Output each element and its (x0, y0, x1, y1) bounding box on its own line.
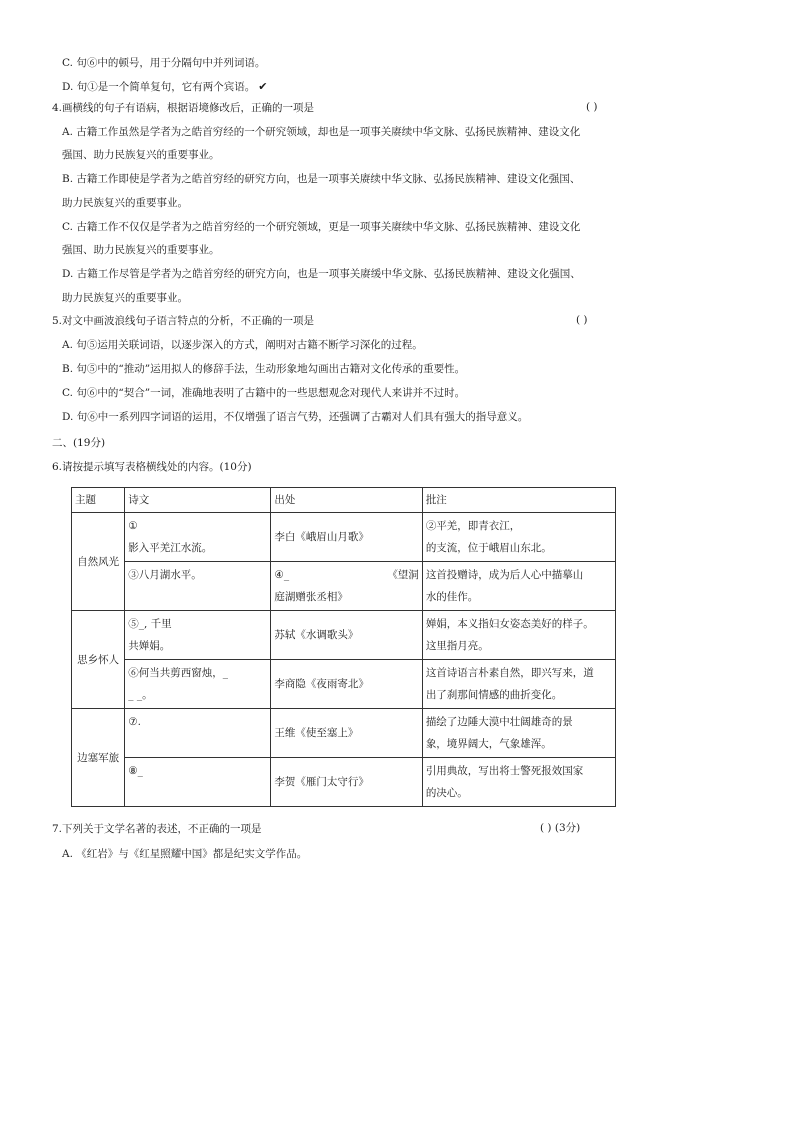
source-cell: 王维《使至塞上》 (271, 709, 422, 758)
poem-cell (125, 660, 271, 709)
table-row (72, 660, 616, 709)
question-7-stem: 7.下列关于文学名著的表述，不正确的一项是 (52, 823, 262, 835)
poem-line: ⑧_ (128, 765, 143, 777)
poem-line: ⑤_, 千里 (128, 618, 172, 630)
theme-cell: 边塞军旅 (72, 709, 125, 807)
source-cell (271, 562, 422, 611)
q5-option-d: D. 句⑥中一系列四字词语的运用，不仅增强了语言气势，还强调了古霸对人们具有强大的指导意义。 (62, 411, 529, 423)
q4-option-a-line2: 强国、助力民族复兴的重要事业。 (62, 149, 220, 161)
note-line: 象，境界阔大，气象雄浑。 (425, 738, 552, 750)
note-line: 的支流，位于峨眉山东北。 (425, 542, 552, 554)
poem-cell (125, 562, 271, 611)
note-line: 这里指月亮。 (425, 640, 489, 652)
note-cell (422, 709, 615, 758)
poem-line: ⑦. (128, 716, 142, 728)
q4-option-a-line1: A. 古籍工作虽然是学者为之皓首穷经的一个研究领域，却也是一项事关赓续中华文脉、弘扬民族精神、建设文化 (62, 126, 581, 138)
note-line: 描绘了边陲大漠中壮阔雄奇的景 (425, 716, 573, 728)
note-cell (422, 758, 615, 807)
q5-option-a: A. 句⑤运用关联词语，以逐步深入的方式，阐明对古籍不断学习深化的过程。 (62, 339, 423, 351)
table-row (72, 562, 616, 611)
q3-option-c: C. 句⑥中的顿号，用于分隔句中并列词语。 (62, 57, 266, 69)
q4-option-d-line1: D. 古籍工作尽管是学者为之皓首穷经的研究方向，也是一项事关赓缓中华文脉、弘扬民族精神、建设文化强国、 (62, 268, 581, 280)
table-row (72, 758, 616, 807)
note-cell (422, 562, 615, 611)
note-line: 出了刹那间情感的曲折变化。 (425, 689, 563, 701)
header-theme: 主题 (72, 488, 125, 513)
poem-line: 影入平羌江水流。 (128, 542, 213, 554)
note-cell (422, 513, 615, 562)
note-line: ②平羌，即青衣江， (425, 520, 521, 532)
poem-line: 共婵娟。 (128, 640, 171, 652)
note-line: 婵娟，本义指妇女姿态美好的样子。 (425, 618, 594, 630)
question-6-stem: 6.请按提示填写表格横线处的内容。(10分) (52, 461, 252, 473)
q4-option-c-line2: 强国、助力民族复兴的重要事业。 (62, 244, 220, 256)
q5-option-c: C. 句⑥中的“契合”一词，准确地表明了古籍中的一些思想观念对现代人来讲并不过时。 (62, 387, 466, 399)
theme-cell: 思乡怀人 (72, 611, 125, 709)
theme-cell: 自然风光 (72, 513, 125, 611)
note-line: 这首投赠诗，成为后人心中描摹山 (425, 569, 584, 581)
header-source: 出处 (271, 488, 422, 513)
note-line: 的决心。 (425, 787, 468, 799)
source-line (274, 564, 418, 586)
section-2-title: 二、(19分) (52, 437, 106, 449)
note-line: 水的佳作。 (425, 591, 479, 603)
source-cell: 李白《峨眉山月歌》 (271, 513, 422, 562)
q4-option-c-line1: C. 古籍工作不仅仅是学者为之皓首穷经的一个研究领域，更是一项事关赓续中华文脉、弘扬民族精神、建设文化 (62, 221, 581, 233)
poem-cell (125, 611, 271, 660)
question-5-stem: 5.对文中画波浪线句子语言特点的分析，不正确的一项是 (52, 315, 315, 327)
q4-option-b-line1: B. 古籍工作即使是学者为之皓首穷经的研究方向，也是一项事关赓续中华文脉、弘扬民族精神、建设文化强国、 (62, 173, 581, 185)
note-line: 引用典故，写出将士警死报效国家 (425, 765, 584, 777)
note-line: 这首诗语言朴素自然，即兴写来，道 (425, 667, 594, 679)
check-mark-icon: ✔ (258, 80, 268, 93)
question-7-answer-paren: ( ) (3分) (540, 822, 581, 834)
source-blank: ④_ (274, 569, 290, 581)
source-line: 庭湖赠张丞相》 (274, 591, 348, 603)
table-row (72, 611, 616, 660)
source-cell: 李贺《雁门太守行》 (271, 758, 422, 807)
note-cell (422, 660, 615, 709)
header-poem: 诗文 (125, 488, 271, 513)
q5-option-b: B. 句⑤中的“推动”运用拟人的修辞手法，生动形象地勾画出古籍对文化传承的重要性。 (62, 363, 466, 375)
question-5-answer-paren: ( ) (576, 314, 588, 326)
q7-option-a: A. 《红岩》与《红星照耀中国》都是纪实文学作品。 (62, 848, 308, 860)
q4-option-d-line2: 助力民族复兴的重要事业。 (62, 292, 188, 304)
poem-line: ① (128, 520, 138, 532)
poetry-table (71, 487, 616, 807)
header-note: 批注 (422, 488, 615, 513)
table-row (72, 513, 616, 562)
source-title-start: 《望洞 (387, 569, 419, 581)
source-cell: 苏轼《水调歌头》 (271, 611, 422, 660)
q3-option-d (62, 80, 267, 94)
poem-cell (125, 758, 271, 807)
poem-line: ③八月湖水平。 (128, 569, 202, 581)
poem-line: ⑥何当共剪西窗烛，_ (128, 667, 228, 679)
q4-option-b-line2: 助力民族复兴的重要事业。 (62, 197, 188, 209)
poem-cell (125, 709, 271, 758)
table-row (72, 709, 616, 758)
question-4-answer-paren: ( ) (586, 101, 598, 113)
q3-option-d-text: D. 句①是一个简单复句，它有两个宾语。 (62, 81, 256, 93)
question-4-stem: 4.画横线的句子有语病，根据语境修改后，正确的一项是 (52, 102, 315, 114)
poem-line: _ _。 (128, 689, 153, 701)
note-cell (422, 611, 615, 660)
source-cell: 李商隐《夜雨寄北》 (271, 660, 422, 709)
poem-cell (125, 513, 271, 562)
table-header-row (72, 488, 616, 513)
